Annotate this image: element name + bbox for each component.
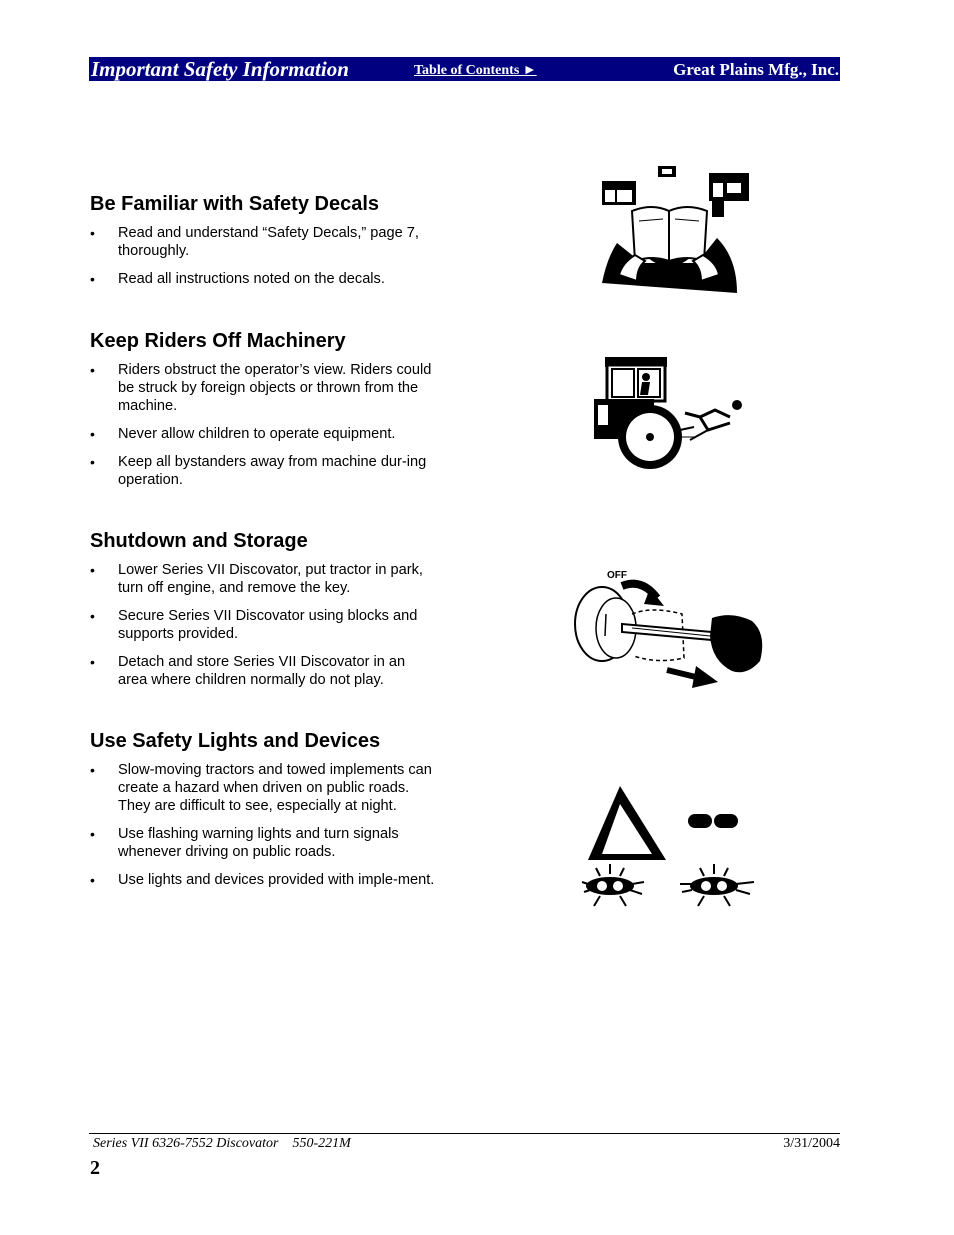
key-off-label: OFF — [607, 570, 627, 581]
flashing-light-right-icon — [680, 864, 754, 906]
header-company: Great Plains Mfg., Inc. — [673, 60, 839, 79]
section-title: Use Safety Lights and Devices — [90, 730, 381, 752]
bullet-list — [90, 761, 435, 889]
list-item: • Lower Series VII Discovator, put tractor in park, turn off engine, and remove the key. — [90, 561, 435, 597]
footer-divider — [89, 1133, 840, 1134]
footer-date: 3/31/2004 — [783, 1136, 840, 1151]
section-title: Keep Riders Off Machinery — [90, 330, 346, 352]
ignition-key-off-icon — [572, 566, 772, 696]
list-item: • Read and understand “Safety Decals,” page 7, thoroughly. — [90, 224, 435, 260]
page-number: 2 — [90, 1157, 100, 1179]
list-item: • Riders obstruct the operator’s view. Riders could be struck by foreign objects or thrown from the machine. — [90, 361, 435, 415]
list-item: • Secure Series VII Discovator using blocks and supports provided. — [90, 607, 435, 643]
header-title: Important Safety Information — [91, 57, 349, 81]
section-riders — [90, 329, 435, 489]
section-title: Shutdown and Storage — [90, 530, 308, 552]
tractor-rider-icon — [590, 355, 750, 480]
list-item: • Keep all bystanders away from machine dur-ing operation. — [90, 453, 435, 489]
section-safety-lights — [90, 729, 435, 889]
safety-lights-icon — [580, 782, 760, 917]
list-item: • Use flashing warning lights and turn signals whenever driving on public roads. — [90, 825, 435, 861]
list-item: • Detach and store Series VII Discovator in an area where children normally do not play. — [90, 653, 435, 689]
section-shutdown — [90, 529, 435, 689]
flashing-light-left-icon — [582, 864, 644, 906]
list-item: • Read all instructions noted on the decals. — [90, 270, 435, 288]
section-safety-decals — [90, 192, 435, 288]
bullet-list — [90, 361, 435, 489]
bullet-list — [90, 561, 435, 689]
section-title: Be Familiar with Safety Decals — [90, 193, 380, 215]
bullet-list — [90, 224, 435, 288]
header-bar — [89, 57, 840, 81]
list-item: • Slow-moving tractors and towed implements can create a hazard when driven on public roads. They are difficult to see, especially at night. — [90, 761, 435, 815]
reading-manual-icon — [597, 163, 757, 303]
list-item: • Never allow children to operate equipment. — [90, 425, 435, 443]
table-of-contents-link[interactable]: Table of Contents ► — [414, 63, 537, 78]
list-item: • Use lights and devices provided with imple-ment. — [90, 871, 435, 889]
footer-manual-id: Series VII 6326-7552 Discovator 550-221M — [93, 1136, 351, 1151]
